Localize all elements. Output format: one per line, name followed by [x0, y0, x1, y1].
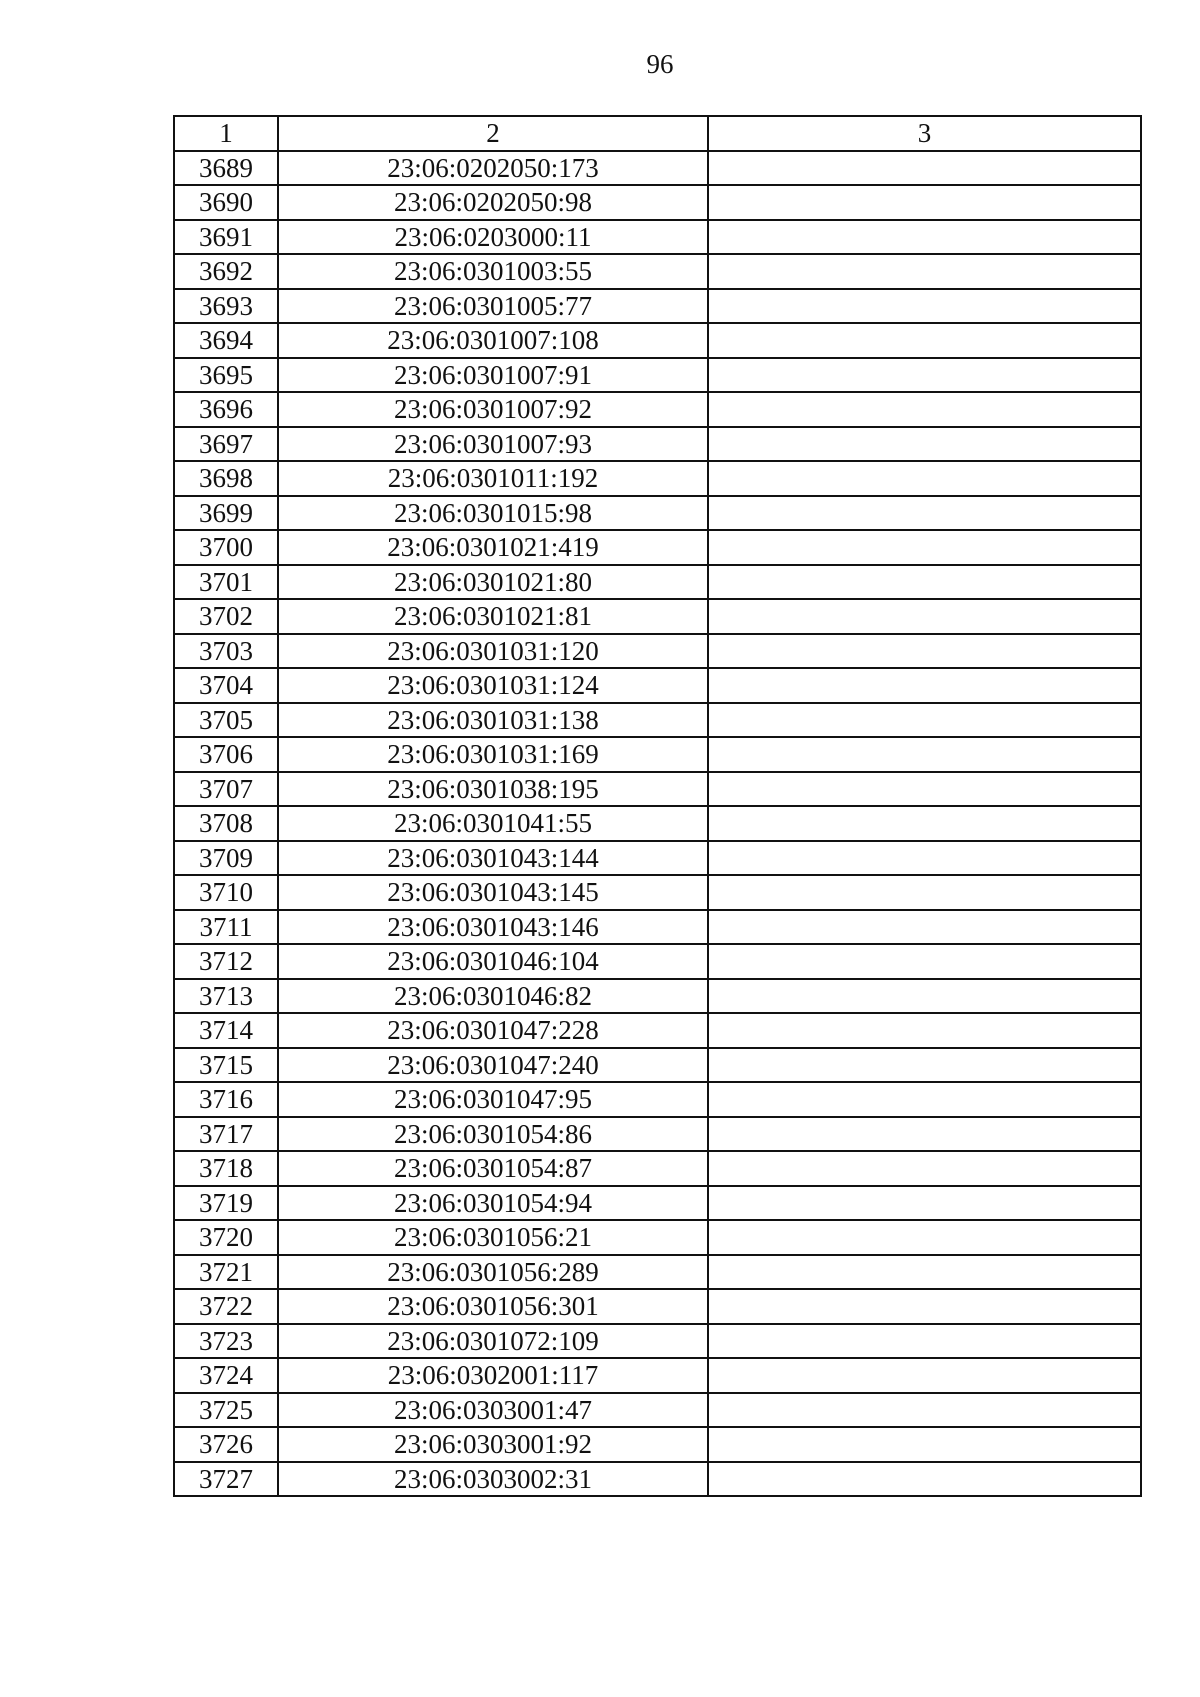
table-row	[174, 979, 1141, 1014]
note-cell	[708, 1151, 1141, 1186]
cadastral-number-cell: 23:06:0302001:117	[278, 1358, 708, 1393]
cadastral-number-cell: 23:06:0301007:93	[278, 427, 708, 462]
cadastral-number-cell: 23:06:0301047:228	[278, 1013, 708, 1048]
cadastral-number-cell: 23:06:0202050:98	[278, 185, 708, 220]
table-row	[174, 599, 1141, 634]
row-number-cell: 3693	[174, 289, 278, 324]
cadastral-number-cell: 23:06:0301046:82	[278, 979, 708, 1014]
cadastral-number-cell: 23:06:0301031:169	[278, 737, 708, 772]
table-row	[174, 875, 1141, 910]
row-number-cell: 3692	[174, 254, 278, 289]
cadastral-number-cell: 23:06:0301021:419	[278, 530, 708, 565]
row-number-cell: 3710	[174, 875, 278, 910]
cadastral-number-cell: 23:06:0301021:80	[278, 565, 708, 600]
table-row	[174, 1117, 1141, 1152]
cadastral-number-cell: 23:06:0301041:55	[278, 806, 708, 841]
cadastral-number-cell: 23:06:0301011:192	[278, 461, 708, 496]
table-row	[174, 944, 1141, 979]
cadastral-number-cell: 23:06:0301007:92	[278, 392, 708, 427]
cadastral-number-cell: 23:06:0301054:94	[278, 1186, 708, 1221]
row-number-cell: 3707	[174, 772, 278, 807]
cadastral-number-cell: 23:06:0301046:104	[278, 944, 708, 979]
table-row	[174, 461, 1141, 496]
note-cell	[708, 875, 1141, 910]
cadastral-number-cell: 23:06:0301043:146	[278, 910, 708, 945]
cadastral-number-cell: 23:06:0301003:55	[278, 254, 708, 289]
row-number-cell: 3698	[174, 461, 278, 496]
cadastral-number-cell: 23:06:0301054:87	[278, 1151, 708, 1186]
cadastral-number-cell: 23:06:0202050:173	[278, 151, 708, 186]
table-row	[174, 703, 1141, 738]
cadastral-number-cell: 23:06:0301007:108	[278, 323, 708, 358]
note-cell	[708, 358, 1141, 393]
table-row	[174, 1393, 1141, 1428]
column-header-2: 2	[278, 116, 708, 151]
table-row	[174, 772, 1141, 807]
table-row	[174, 323, 1141, 358]
note-cell	[708, 461, 1141, 496]
cadastral-number-cell: 23:06:0303002:31	[278, 1462, 708, 1497]
note-cell	[708, 392, 1141, 427]
cadastral-number-cell: 23:06:0301031:124	[278, 668, 708, 703]
table-row	[174, 1427, 1141, 1462]
table-row	[174, 1151, 1141, 1186]
note-cell	[708, 1289, 1141, 1324]
note-cell	[708, 496, 1141, 531]
row-number-cell: 3724	[174, 1358, 278, 1393]
table-row	[174, 910, 1141, 945]
cadastral-number-cell: 23:06:0203000:11	[278, 220, 708, 255]
table-row	[174, 530, 1141, 565]
note-cell	[708, 530, 1141, 565]
row-number-cell: 3714	[174, 1013, 278, 1048]
row-number-cell: 3694	[174, 323, 278, 358]
cadastral-number-cell: 23:06:0301007:91	[278, 358, 708, 393]
note-cell	[708, 806, 1141, 841]
table-row	[174, 1048, 1141, 1083]
cadastral-number-cell: 23:06:0301056:301	[278, 1289, 708, 1324]
cadastral-number-cell: 23:06:0301056:289	[278, 1255, 708, 1290]
cadastral-number-cell: 23:06:0301043:144	[278, 841, 708, 876]
note-cell	[708, 254, 1141, 289]
cadastral-number-cell: 23:06:0301072:109	[278, 1324, 708, 1359]
cadastral-number-table	[173, 115, 1142, 1497]
cadastral-number-cell: 23:06:0303001:47	[278, 1393, 708, 1428]
table-row	[174, 496, 1141, 531]
table-row	[174, 1289, 1141, 1324]
note-cell	[708, 1048, 1141, 1083]
note-cell	[708, 1117, 1141, 1152]
table-row	[174, 358, 1141, 393]
table-row	[174, 289, 1141, 324]
note-cell	[708, 599, 1141, 634]
row-number-cell: 3697	[174, 427, 278, 462]
table-row	[174, 1186, 1141, 1221]
table-row	[174, 737, 1141, 772]
note-cell	[708, 1255, 1141, 1290]
row-number-cell: 3723	[174, 1324, 278, 1359]
row-number-cell: 3703	[174, 634, 278, 669]
cadastral-number-cell: 23:06:0301054:86	[278, 1117, 708, 1152]
table-row	[174, 254, 1141, 289]
page-number: 96	[646, 49, 674, 79]
note-cell	[708, 1186, 1141, 1221]
table-row	[174, 392, 1141, 427]
note-cell	[708, 668, 1141, 703]
row-number-cell: 3689	[174, 151, 278, 186]
table-row	[174, 565, 1141, 600]
table-row	[174, 1324, 1141, 1359]
note-cell	[708, 1013, 1141, 1048]
table-row	[174, 841, 1141, 876]
cadastral-number-cell: 23:06:0301031:138	[278, 703, 708, 738]
note-cell	[708, 772, 1141, 807]
note-cell	[708, 910, 1141, 945]
row-number-cell: 3712	[174, 944, 278, 979]
row-number-cell: 3722	[174, 1289, 278, 1324]
table-row	[174, 220, 1141, 255]
row-number-cell: 3702	[174, 599, 278, 634]
table-row	[174, 1462, 1141, 1497]
note-cell	[708, 1082, 1141, 1117]
note-cell	[708, 565, 1141, 600]
note-cell	[708, 737, 1141, 772]
table-row	[174, 151, 1141, 186]
row-number-cell: 3706	[174, 737, 278, 772]
cadastral-number-cell: 23:06:0301043:145	[278, 875, 708, 910]
note-cell	[708, 1358, 1141, 1393]
cadastral-number-cell: 23:06:0303001:92	[278, 1427, 708, 1462]
column-header-3: 3	[708, 116, 1141, 151]
note-cell	[708, 220, 1141, 255]
cadastral-number-cell: 23:06:0301005:77	[278, 289, 708, 324]
table-header-row	[174, 116, 1141, 151]
cadastral-number-cell: 23:06:0301038:195	[278, 772, 708, 807]
column-header-1: 1	[174, 116, 278, 151]
cadastral-number-cell: 23:06:0301047:95	[278, 1082, 708, 1117]
row-number-cell: 3720	[174, 1220, 278, 1255]
row-number-cell: 3690	[174, 185, 278, 220]
table-row	[174, 806, 1141, 841]
row-number-cell: 3727	[174, 1462, 278, 1497]
note-cell	[708, 289, 1141, 324]
row-number-cell: 3719	[174, 1186, 278, 1221]
row-number-cell: 3716	[174, 1082, 278, 1117]
table-row	[174, 427, 1141, 462]
row-number-cell: 3715	[174, 1048, 278, 1083]
row-number-cell: 3726	[174, 1427, 278, 1462]
row-number-cell: 3713	[174, 979, 278, 1014]
cadastral-number-cell: 23:06:0301047:240	[278, 1048, 708, 1083]
note-cell	[708, 841, 1141, 876]
row-number-cell: 3721	[174, 1255, 278, 1290]
table-row	[174, 1358, 1141, 1393]
note-cell	[708, 427, 1141, 462]
cadastral-number-cell: 23:06:0301021:81	[278, 599, 708, 634]
cadastral-number-cell: 23:06:0301056:21	[278, 1220, 708, 1255]
table-row	[174, 668, 1141, 703]
cadastral-number-cell: 23:06:0301031:120	[278, 634, 708, 669]
cadastral-number-cell: 23:06:0301015:98	[278, 496, 708, 531]
row-number-cell: 3704	[174, 668, 278, 703]
note-cell	[708, 944, 1141, 979]
note-cell	[708, 1462, 1141, 1497]
note-cell	[708, 703, 1141, 738]
note-cell	[708, 185, 1141, 220]
note-cell	[708, 323, 1141, 358]
row-number-cell: 3699	[174, 496, 278, 531]
row-number-cell: 3718	[174, 1151, 278, 1186]
note-cell	[708, 1220, 1141, 1255]
row-number-cell: 3708	[174, 806, 278, 841]
table-row	[174, 185, 1141, 220]
row-number-cell: 3701	[174, 565, 278, 600]
row-number-cell: 3717	[174, 1117, 278, 1152]
row-number-cell: 3705	[174, 703, 278, 738]
row-number-cell: 3700	[174, 530, 278, 565]
note-cell	[708, 634, 1141, 669]
table-row	[174, 1255, 1141, 1290]
row-number-cell: 3709	[174, 841, 278, 876]
row-number-cell: 3725	[174, 1393, 278, 1428]
row-number-cell: 3711	[174, 910, 278, 945]
note-cell	[708, 151, 1141, 186]
table-row	[174, 1013, 1141, 1048]
note-cell	[708, 1427, 1141, 1462]
row-number-cell: 3696	[174, 392, 278, 427]
table-body	[174, 151, 1141, 1497]
table-row	[174, 1220, 1141, 1255]
table-row	[174, 1082, 1141, 1117]
table-row	[174, 634, 1141, 669]
note-cell	[708, 1393, 1141, 1428]
row-number-cell: 3695	[174, 358, 278, 393]
note-cell	[708, 1324, 1141, 1359]
note-cell	[708, 979, 1141, 1014]
row-number-cell: 3691	[174, 220, 278, 255]
